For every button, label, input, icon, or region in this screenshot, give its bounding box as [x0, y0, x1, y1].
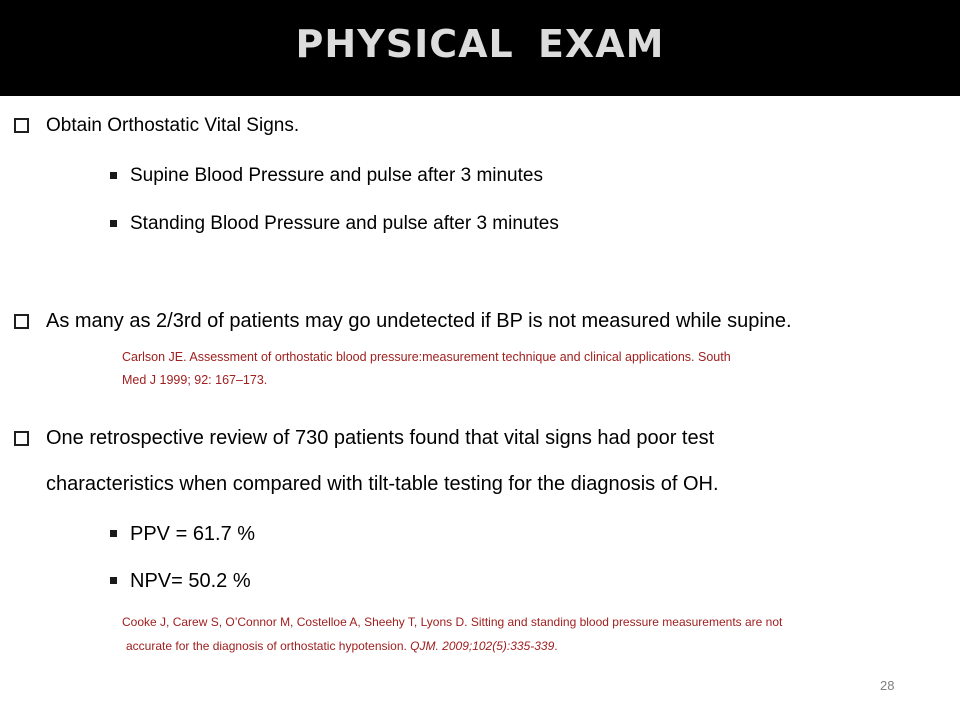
section3-reference-line-2	[126, 638, 558, 654]
section3-text-line-1: One retrospective review of 730 patients found that vital signs had poor test	[46, 427, 715, 449]
section1-item-2: Standing Blood Pressure and pulse after 3 minutes	[130, 213, 559, 234]
section3-ppv: PPV = 61.7 %	[130, 523, 256, 545]
page-number: 28	[880, 678, 895, 693]
reference-period: .	[554, 639, 558, 653]
section1-heading: Obtain Orthostatic Vital Signs.	[46, 115, 300, 136]
section3-reference-line-1: Cooke J, Carew S, O’Connor M, Costelloe A, Sheehy T, Lyons D. Sitting and standing blood pressure measurements are not	[122, 615, 783, 629]
reference-plain-text: accurate for the diagnosis of orthostatic hypotension.	[126, 639, 411, 653]
section3-text-line-2: characteristics when compared with tilt-table testing for the diagnosis of OH.	[46, 473, 719, 495]
section2-text: As many as 2/3rd of patients may go undetected if BP is not measured while supine.	[46, 310, 792, 332]
section2-reference-line-1: Carlson JE. Assessment of orthostatic blood pressure:measurement technique and clinical applications. South	[122, 350, 731, 364]
checkbox-bullet-icon	[14, 118, 29, 133]
section2-reference-line-2: Med J 1999; 92: 167–173.	[122, 373, 268, 387]
square-bullet-icon	[110, 172, 117, 179]
checkbox-bullet-icon	[14, 431, 29, 446]
slide-title: PHYSICAL EXAM	[295, 22, 665, 66]
title-bar	[0, 0, 960, 96]
square-bullet-icon	[110, 530, 117, 537]
section3-npv: NPV= 50.2 %	[130, 570, 251, 592]
checkbox-bullet-icon	[14, 314, 29, 329]
reference-journal-italic: QJM. 2009;102(5):335-339	[410, 639, 555, 653]
square-bullet-icon	[110, 577, 117, 584]
section1-item-1: Supine Blood Pressure and pulse after 3 minutes	[130, 165, 543, 186]
square-bullet-icon	[110, 220, 117, 227]
